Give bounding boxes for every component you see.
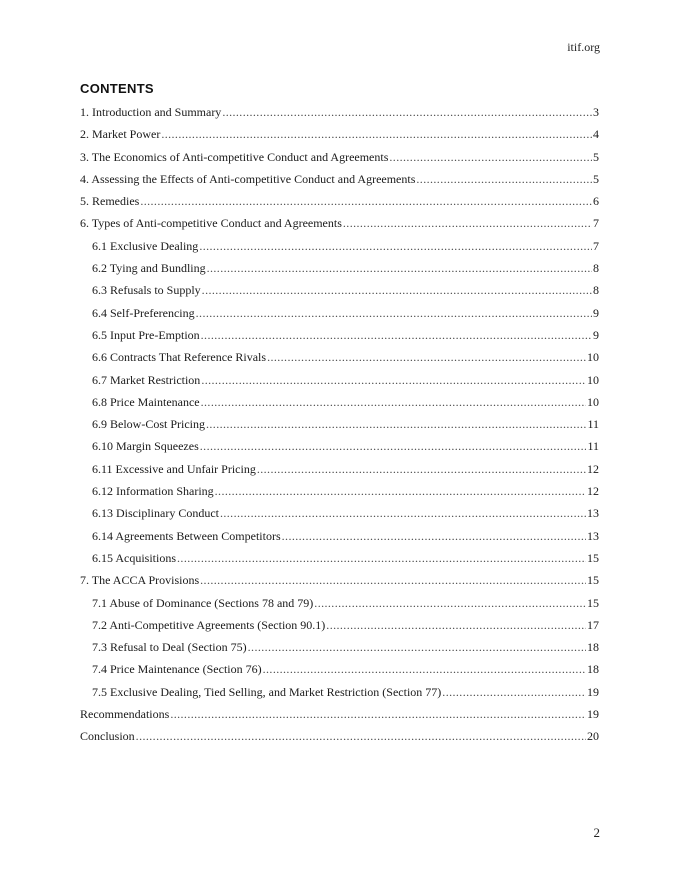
toc-entry[interactable]	[80, 525, 599, 547]
toc-dot-leader	[206, 413, 586, 435]
toc-entry[interactable]	[80, 168, 599, 190]
toc-dot-leader	[170, 703, 586, 725]
toc-dot-leader	[200, 569, 586, 591]
toc-entry[interactable]	[80, 725, 599, 747]
toc-dot-leader	[201, 324, 592, 346]
toc-entry[interactable]	[80, 212, 599, 234]
toc-entry[interactable]	[80, 324, 599, 346]
toc-entry-page: 6	[593, 194, 599, 209]
toc-entry-page: 15	[587, 595, 599, 610]
toc-entry-label: 6.11 Excessive and Unfair Pricing	[92, 461, 256, 476]
toc-entry-page: 12	[587, 484, 599, 499]
toc-dot-leader	[267, 346, 586, 368]
toc-entry-page: 15	[587, 573, 599, 588]
toc-entry[interactable]	[80, 369, 599, 391]
toc-entry-page: 5	[593, 171, 599, 186]
toc-entry-label: 6.8 Price Maintenance	[92, 394, 200, 409]
toc-dot-leader	[343, 212, 592, 234]
toc-entry-label: 5. Remedies	[80, 194, 140, 209]
toc-entry[interactable]	[80, 346, 599, 368]
toc-dot-leader	[263, 658, 586, 680]
toc-entry[interactable]	[80, 614, 599, 636]
toc-entry[interactable]	[80, 146, 599, 168]
toc-entry-page: 13	[587, 506, 599, 521]
toc-entry-label: 6.14 Agreements Between Competitors	[92, 528, 281, 543]
toc-entry-page: 7	[593, 238, 599, 253]
toc-dot-leader	[202, 279, 592, 301]
toc-dot-leader	[220, 502, 586, 524]
toc-entry[interactable]	[80, 257, 599, 279]
toc-entry-label: 7.5 Exclusive Dealing, Tied Selling, and Market Restriction (Section 77)	[92, 684, 442, 699]
toc-entry[interactable]	[80, 480, 599, 502]
toc-entry[interactable]	[80, 681, 599, 703]
toc-entry-label: 6.3 Refusals to Supply	[92, 283, 201, 298]
toc-entry[interactable]	[80, 101, 599, 123]
toc-entry[interactable]	[80, 123, 599, 145]
toc-entry-label: Conclusion	[80, 729, 135, 744]
toc-entry-page: 5	[593, 149, 599, 164]
toc-entry-page: 11	[587, 417, 599, 432]
toc-entry[interactable]	[80, 435, 599, 457]
toc-entry-label: 6.5 Input Pre-Emption	[92, 327, 200, 342]
toc-entry[interactable]	[80, 592, 599, 614]
site-url[interactable]: itif.org	[567, 40, 600, 54]
toc-entry[interactable]	[80, 302, 599, 324]
toc-entry-label: 7.4 Price Maintenance (Section 76)	[92, 662, 262, 677]
toc-dot-leader	[442, 681, 586, 703]
toc-entry-page: 12	[587, 461, 599, 476]
toc-dot-leader	[201, 391, 586, 413]
toc-entry[interactable]	[80, 458, 599, 480]
toc-dot-leader	[140, 190, 592, 212]
toc-entry-page: 15	[587, 550, 599, 565]
toc-entry-page: 20	[587, 729, 599, 744]
toc-entry-label: 7.2 Anti-Competitive Agreements (Section 90.1)	[92, 617, 326, 632]
toc-dot-leader	[326, 614, 586, 636]
toc-dot-leader	[200, 435, 587, 457]
toc-dot-leader	[314, 592, 586, 614]
toc-heading: CONTENTS	[80, 81, 154, 96]
toc-entry-page: 10	[587, 350, 599, 365]
toc-entry-label: 6.6 Contracts That Reference Rivals	[92, 350, 267, 365]
toc-entry[interactable]	[80, 636, 599, 658]
toc-dot-leader	[161, 123, 592, 145]
toc-dot-leader	[201, 369, 586, 391]
toc-entry-page: 10	[587, 372, 599, 387]
toc-entry-page: 19	[587, 684, 599, 699]
toc-dot-leader	[282, 525, 586, 547]
toc-entry[interactable]	[80, 413, 599, 435]
toc-entry-page: 8	[593, 283, 599, 298]
toc-entry[interactable]	[80, 658, 599, 680]
toc-entry-label: 6.2 Tying and Bundling	[92, 261, 206, 276]
toc-entry-label: 4. Assessing the Effects of Anti-competitive Conduct and Agreements	[80, 171, 416, 186]
toc-entry[interactable]	[80, 569, 599, 591]
toc-entry[interactable]	[80, 391, 599, 413]
toc-dot-leader	[257, 458, 586, 480]
toc-dot-leader	[248, 636, 586, 658]
toc-dot-leader	[215, 480, 586, 502]
toc-dot-leader	[207, 257, 592, 279]
toc-entry-page: 8	[593, 261, 599, 276]
toc-entry[interactable]	[80, 703, 599, 725]
toc-entry-label: 6.15 Acquisitions	[92, 550, 177, 565]
toc-entry-page: 11	[587, 439, 599, 454]
toc-entry-label: 6.4 Self-Preferencing	[92, 305, 195, 320]
toc-entry[interactable]	[80, 547, 599, 569]
toc-entry-label: Recommendations	[80, 707, 170, 722]
page-number: 2	[593, 825, 600, 840]
toc-dot-leader	[222, 101, 592, 123]
toc-entry-page: 19	[587, 707, 599, 722]
toc-entry-page: 9	[593, 305, 599, 320]
toc-entry-page: 4	[593, 127, 599, 142]
toc-entry-page: 18	[587, 640, 599, 655]
toc-entry-label: 3. The Economics of Anti-competitive Conduct and Agreements	[80, 149, 389, 164]
toc-entry-page: 7	[593, 216, 599, 231]
toc-entry[interactable]	[80, 502, 599, 524]
toc-entry-label: 7.1 Abuse of Dominance (Sections 78 and 79)	[92, 595, 314, 610]
toc-entry-label: 6.1 Exclusive Dealing	[92, 238, 199, 253]
toc-entry-label: 1. Introduction and Summary	[80, 105, 222, 119]
toc-entry-label: 6. Types of Anti-competitive Conduct and Agreements	[80, 216, 342, 231]
toc-entry[interactable]	[80, 235, 599, 257]
toc-entry-label: 6.9 Below-Cost Pricing	[92, 417, 205, 432]
toc-dot-leader	[389, 146, 592, 168]
toc-entry-label: 2. Market Power	[80, 127, 161, 142]
toc-entry-page: 3	[593, 105, 599, 119]
toc-entry-label: 7.3 Refusal to Deal (Section 75)	[92, 640, 247, 655]
toc-entry-page: 17	[587, 617, 599, 632]
toc-entry[interactable]	[80, 279, 599, 301]
toc-dot-leader	[136, 725, 586, 747]
toc-entry-label: 6.13 Disciplinary Conduct	[92, 506, 219, 521]
toc-dot-leader	[177, 547, 586, 569]
toc-dot-leader	[196, 302, 592, 324]
toc-entry-page: 10	[587, 394, 599, 409]
toc-entry[interactable]	[80, 190, 599, 212]
toc-entry-label: 6.12 Information Sharing	[92, 484, 214, 499]
toc-dot-leader	[416, 168, 592, 190]
toc-entry-page: 9	[593, 327, 599, 342]
toc-entry-label: 7. The ACCA Provisions	[80, 573, 200, 588]
toc-entry-page: 13	[587, 528, 599, 543]
toc-entry-label: 6.7 Market Restriction	[92, 372, 201, 387]
toc-entry-label: 6.10 Margin Squeezes	[92, 439, 199, 454]
toc-dot-leader	[199, 235, 592, 257]
table-of-contents	[80, 101, 599, 748]
toc-entry-page: 18	[587, 662, 599, 677]
